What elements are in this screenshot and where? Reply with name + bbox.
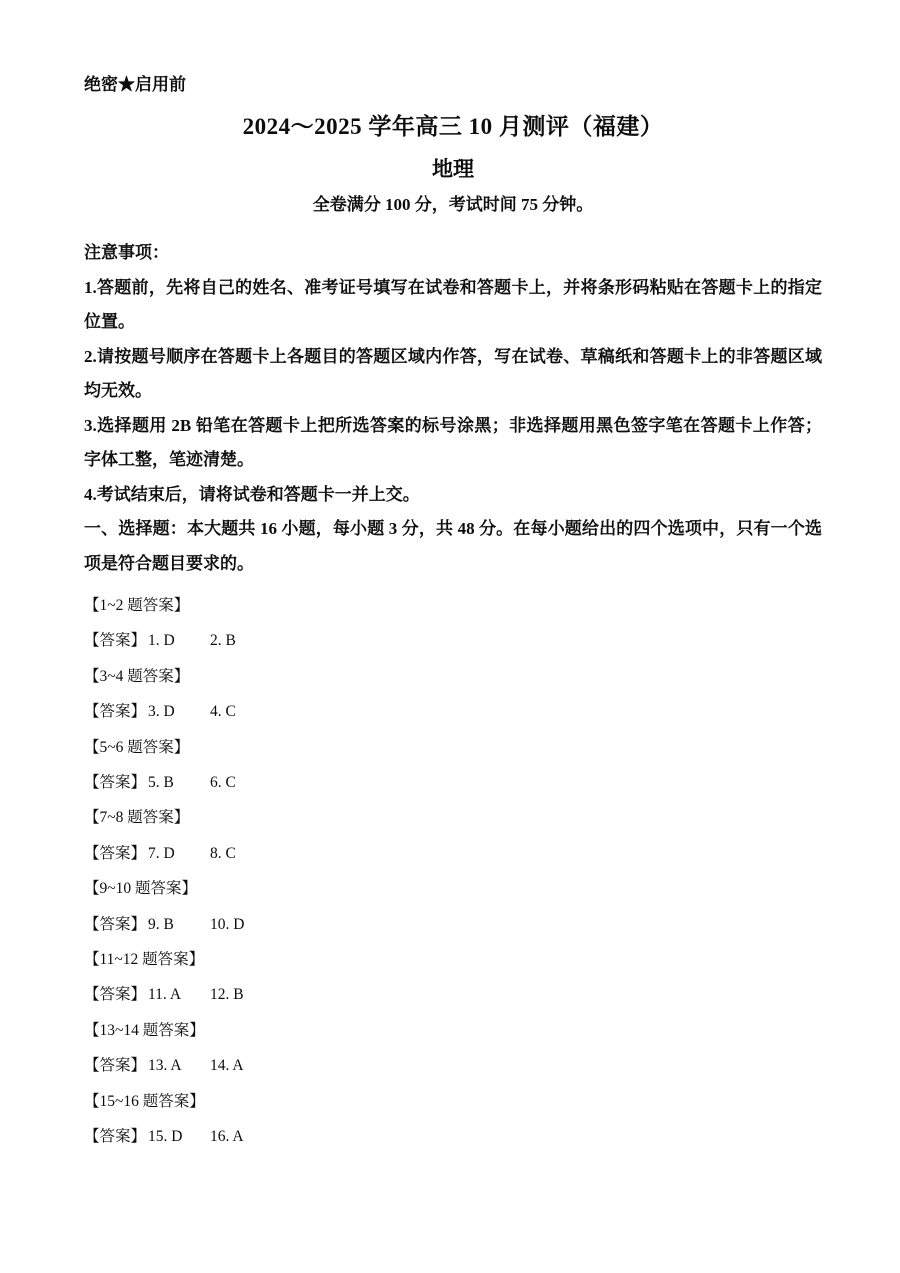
answer-group-5-6 [84,730,822,801]
answer-line [84,1048,822,1083]
answer-line [84,907,822,942]
notice-heading: 注意事项： [84,243,169,262]
exam-score-duration: 全卷满分 100 分，考试时间 75 分钟。 [312,195,594,214]
answer-range-label: 【3~4 题答案】 [84,667,190,685]
notice-item-1: 1.答题前，先将自己的姓名、准考证号填写在试卷和答题卡上，并将条形码粘贴在答题卡上的指定位置。 [84,277,822,331]
answer-line [84,977,822,1012]
answer-value-first: 9. B [148,915,174,933]
answer-prefix: 【答案】 [84,632,147,650]
answer-value-first: 13. A [148,1057,182,1075]
answer-range-label: 【1~2 题答案】 [84,597,190,614]
answer-group-11-12 [84,942,822,1013]
answers-section [84,588,822,1155]
answer-line [84,836,822,871]
answer-value-second: 2. B [210,632,236,650]
answer-prefix: 【答案】 [84,915,147,933]
answer-range-label: 【11~12 题答案】 [84,951,205,969]
answer-prefix: 【答案】 [84,703,147,721]
answer-line [84,623,822,658]
answer-value-first: 15. D [148,1128,183,1146]
answer-group-13-14 [84,1013,822,1084]
classification-banner: 绝密★启用前 [84,75,186,94]
answer-prefix: 【答案】 [84,844,147,862]
exam-title: 2024～2025 学年高三 10 月测评（福建） [242,114,664,139]
answer-group-9-10 [84,871,822,942]
answer-value-second: 14. A [210,1057,244,1075]
answer-value-first: 3. D [148,703,175,721]
answer-value-second: 16. A [210,1128,244,1146]
answer-value-second: 12. B [210,986,244,1004]
answer-value-first: 7. D [148,844,175,862]
section-heading-multiple-choice: 一、选择题：本大题共 16 小题，每小题 3 分，共 48 分。在每小题给出的四个选项中，只有一个选项是符合题目要求的。 [84,519,822,573]
answer-group-3-4 [84,659,822,730]
answer-value-first: 1. D [148,632,175,650]
answer-group-1-2 [84,588,822,659]
answer-range-label: 【5~6 题答案】 [84,738,190,756]
answer-range-label: 【7~8 题答案】 [84,809,190,827]
notice-item-4: 4.考试结束后，请将试卷和答题卡一并上交。 [84,484,420,504]
answer-value-first: 11. A [148,986,182,1004]
answer-value-second: 6. C [210,774,236,792]
answer-prefix: 【答案】 [84,986,147,1004]
answer-line [84,694,822,729]
answer-line [84,765,822,800]
answer-line [84,1119,822,1154]
answer-range-label: 【9~10 题答案】 [84,880,198,898]
answer-value-second: 10. D [210,915,245,933]
answer-range-label: 【15~16 题答案】 [84,1092,205,1110]
answer-prefix: 【答案】 [84,774,147,792]
answer-value-second: 4. C [210,703,236,721]
answer-value-first: 5. B [148,774,174,792]
notice-item-3: 3.选择题用 2B 铅笔在答题卡上把所选答案的标号涂黑；非选择题用黑色签字笔在答题卡上作答；字体工整，笔迹清楚。 [84,415,822,469]
answer-value-second: 8. C [210,844,236,862]
answer-prefix: 【答案】 [84,1128,147,1146]
answer-range-label: 【13~14 题答案】 [84,1021,205,1039]
answer-prefix: 【答案】 [84,1057,147,1075]
exam-subject: 地理 [432,157,474,181]
answer-group-7-8 [84,800,822,871]
answer-group-15-16 [84,1084,822,1155]
notice-item-2: 2.请按题号顺序在答题卡上各题目的答题区域内作答，写在试卷、草稿纸和答题卡上的非答题区域均无效。 [84,346,822,400]
